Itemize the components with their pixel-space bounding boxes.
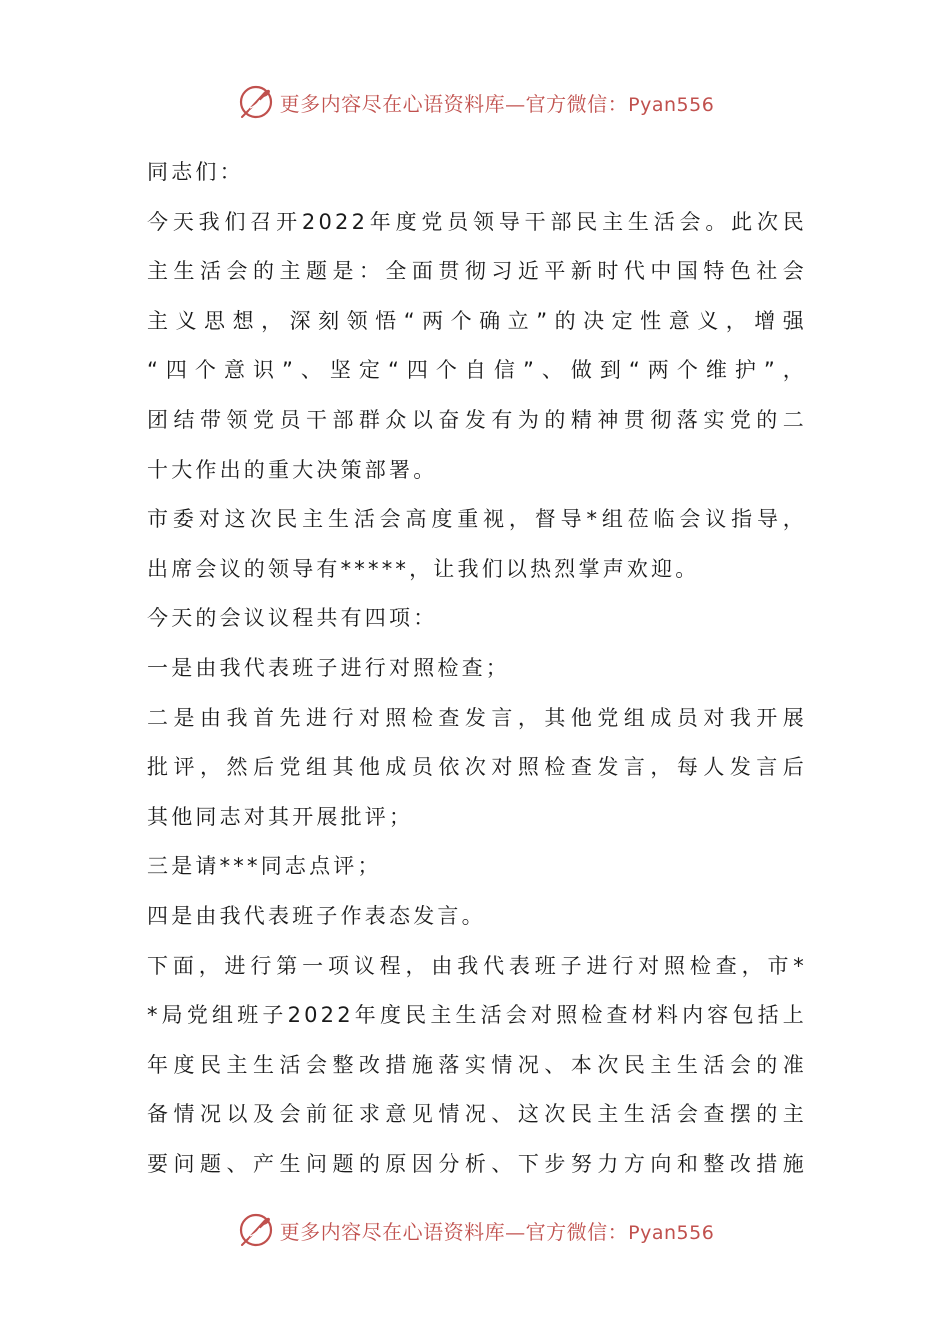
body-line: 主生活会的主题是：全面贯彻习近平新时代中国特色社会 xyxy=(147,259,807,284)
agenda-item-3: 三是请***同志点评； xyxy=(147,854,382,879)
body-line: 备情况以及会前征求意见情况、这次民主生活会查摆的主 xyxy=(147,1102,807,1127)
salutation: 同志们： xyxy=(147,160,244,184)
body-line: 十大作出的重大决策部署。 xyxy=(147,457,438,482)
body-line: 下面，进行第一项议程，由我代表班子进行对照检查，市* xyxy=(147,953,807,978)
agenda-intro: 今天的会议议程共有四项： xyxy=(147,606,438,631)
header-banner xyxy=(0,80,950,124)
agenda-item-1: 一是由我代表班子进行对照检查； xyxy=(147,655,510,680)
body-line: 出席会议的领导有*****，让我们以热烈掌声欢迎。 xyxy=(147,556,700,581)
body-line: 要问题、产生问题的原因分析、下步努力方向和整改措施 xyxy=(147,1151,807,1176)
body-line: 年度民主生活会整改措施落实情况、本次民主生活会的准 xyxy=(147,1052,807,1077)
body-line: 市委对这次民主生活会高度重视，督导*组莅临会议指导， xyxy=(147,507,807,532)
quill-pen-logo-icon xyxy=(236,1210,276,1250)
agenda-item-2-cont: 批评，然后党组其他成员依次对照检查发言，每人发言后 xyxy=(147,755,807,780)
quill-pen-logo-icon xyxy=(236,82,276,122)
agenda-item-2: 二是由我首先进行对照检查发言，其他党组成员对我开展 xyxy=(147,705,807,730)
agenda-item-2-cont: 其他同志对其开展批评； xyxy=(147,804,414,829)
body-line: 今天我们召开2022年度党员领导干部民主生活会。此次民 xyxy=(147,209,807,234)
document-body xyxy=(147,148,807,1189)
header-banner-text: 更多内容尽在心语资料库—官方微信：Pyan556 xyxy=(279,91,715,116)
body-line: *局党组班子2022年度民主生活会对照检查材料内容包括上 xyxy=(147,1003,807,1028)
footer-banner-text: 更多内容尽在心语资料库—官方微信：Pyan556 xyxy=(279,1219,715,1244)
footer-banner xyxy=(0,1208,950,1252)
body-line: “四个意识”、坚定“四个自信”、做到“两个维护”， xyxy=(147,358,807,383)
agenda-item-4: 四是由我代表班子作表态发言。 xyxy=(147,903,486,928)
body-line: 主义思想，深刻领悟“两个确立”的决定性意义，增强 xyxy=(147,308,807,333)
body-line: 团结带领党员干部群众以奋发有为的精神贯彻落实党的二 xyxy=(147,407,807,432)
